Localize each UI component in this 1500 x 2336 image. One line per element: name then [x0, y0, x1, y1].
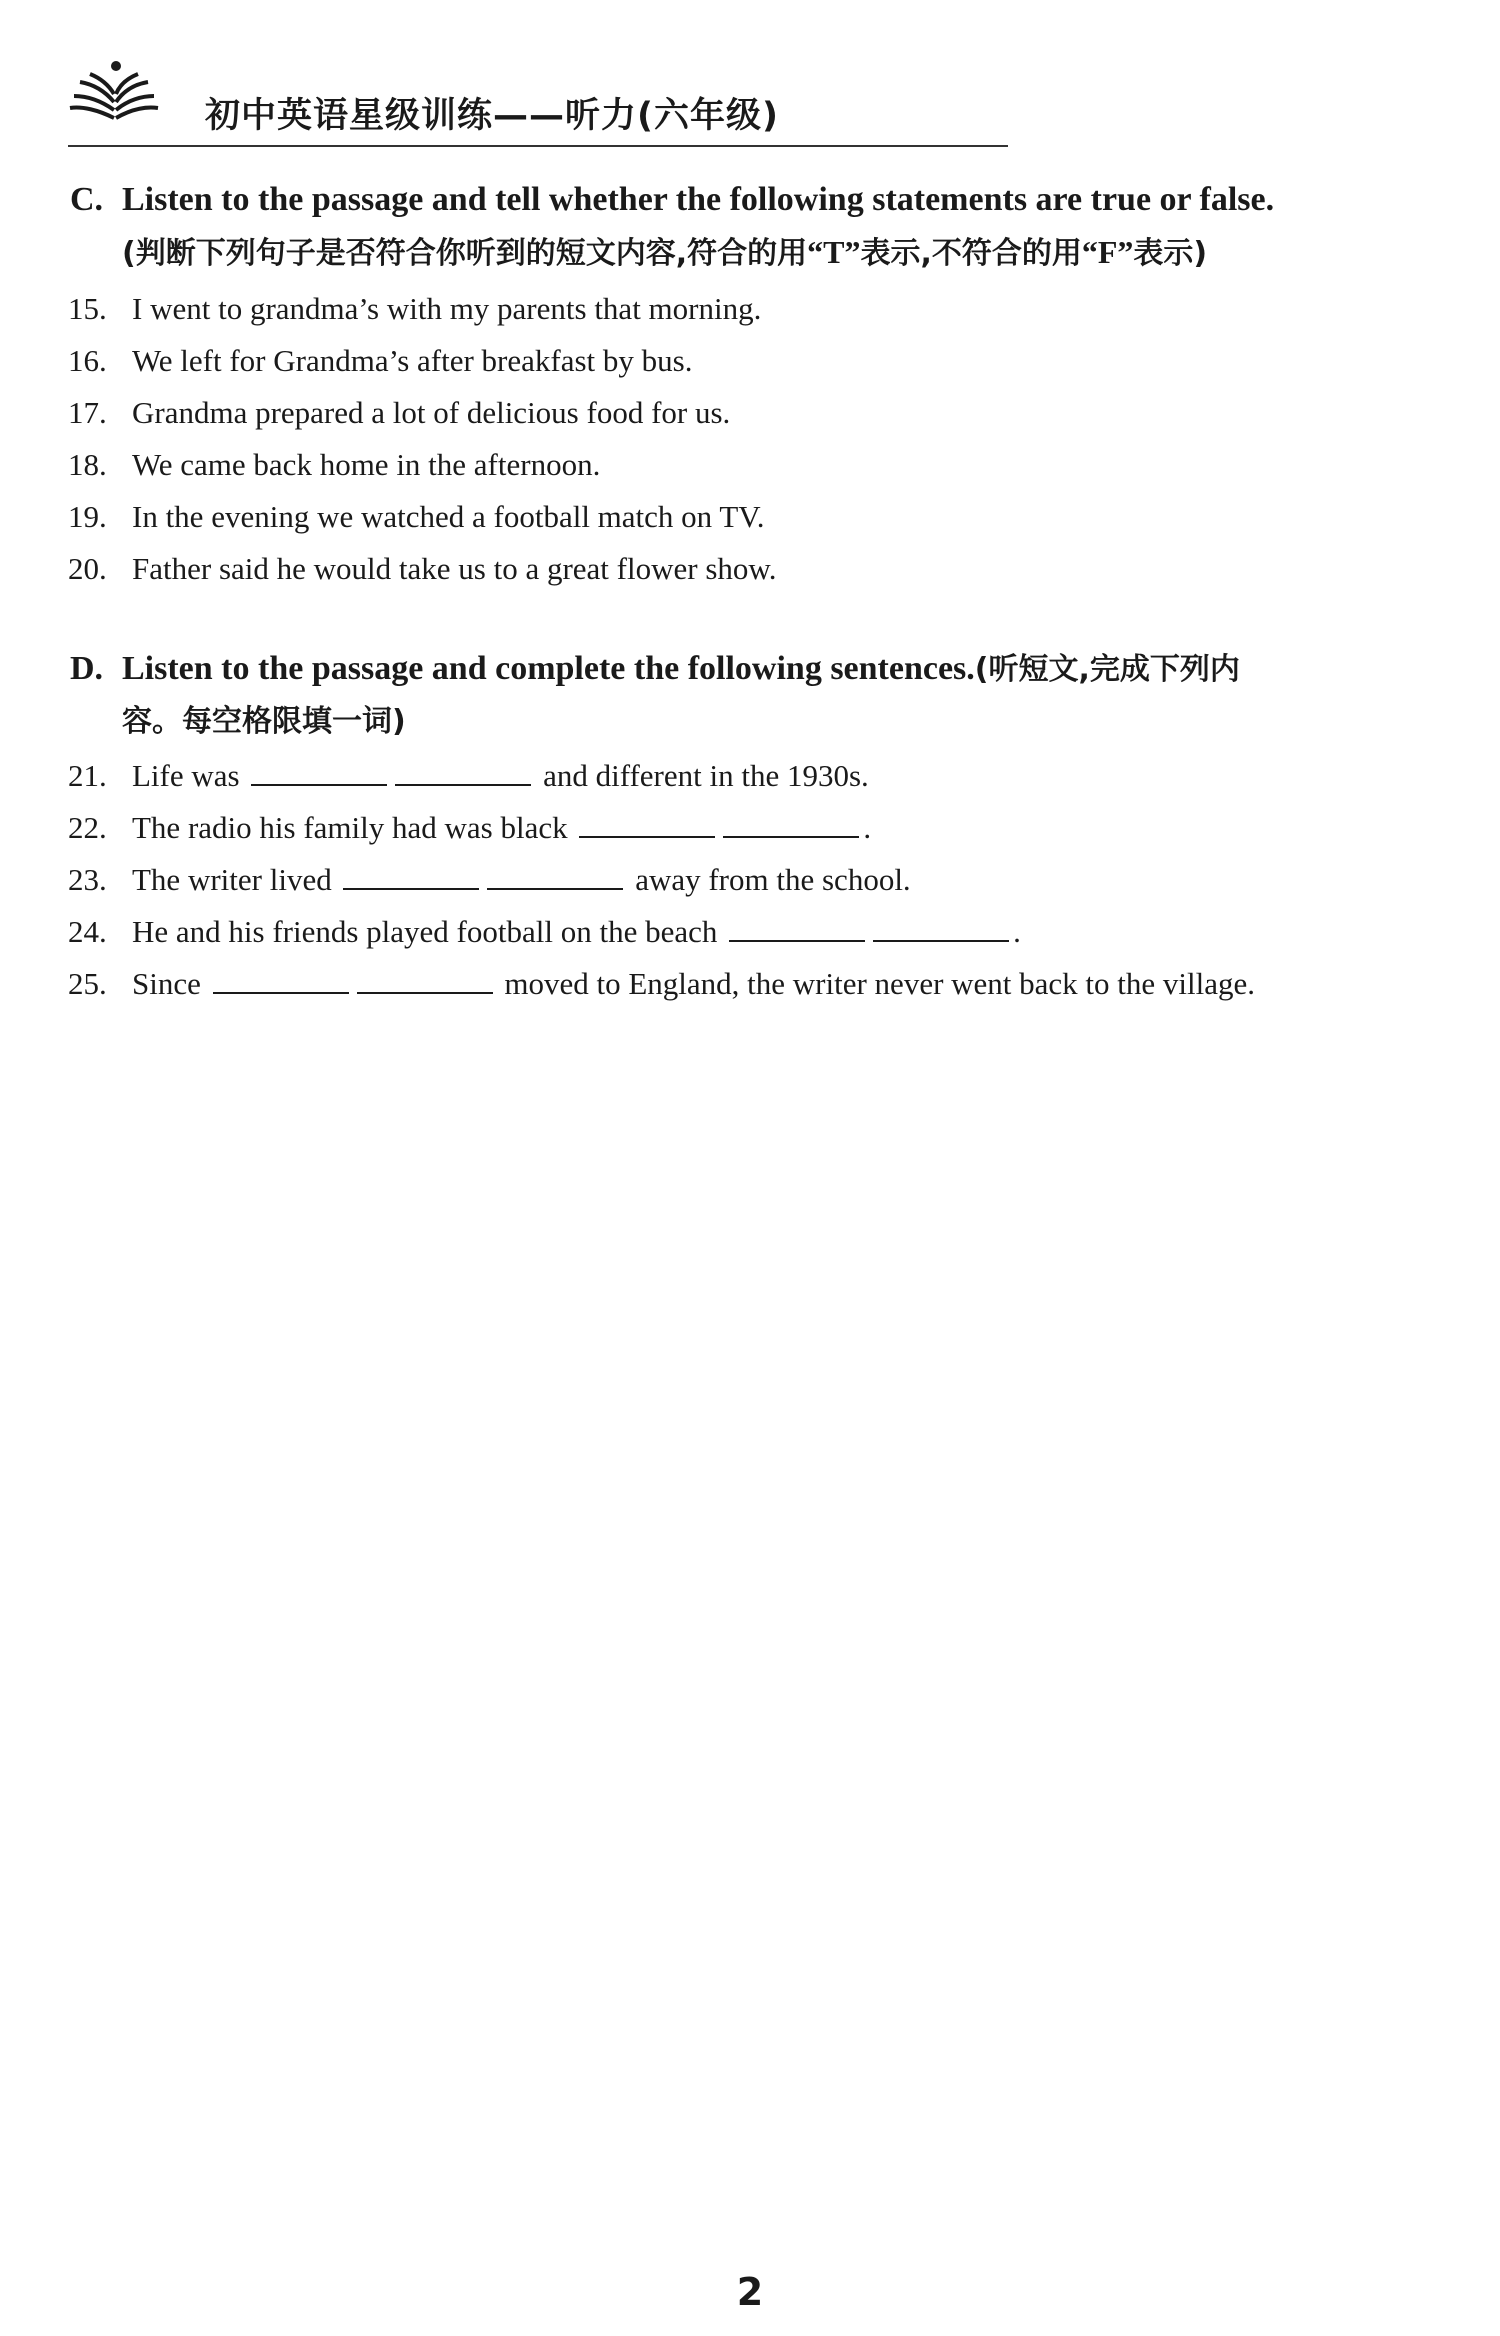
section-c-note [122, 229, 1207, 277]
answer-blank[interactable] [395, 756, 531, 786]
section-c-note-f: “F” [1081, 234, 1134, 270]
answer-blank[interactable] [873, 912, 1009, 942]
fill-in-item [68, 962, 1255, 1006]
statement-item [68, 547, 777, 591]
statement-item [68, 287, 761, 331]
item-text: I went to grandma’s with my parents that morning. [132, 291, 762, 326]
section-c-note-open: (判断下列句子是否符合你听到的短文内容,符合的用 [122, 236, 808, 271]
statement-item [68, 391, 730, 435]
item-text-before: The radio his family had was black [132, 810, 568, 845]
book-title: 初中英语星级训练——听力(六年级) [205, 96, 779, 136]
item-number: 23. [68, 862, 107, 897]
section-c-heading [70, 176, 1274, 224]
section-d-note-line1: (听短文,完成下列内 [974, 652, 1240, 687]
item-number: 17. [68, 395, 107, 430]
item-number: 16. [68, 343, 107, 378]
item-number: 20. [68, 551, 107, 586]
item-text-before: The writer lived [132, 862, 332, 897]
item-text: Father said he would take us to a great flower show. [132, 551, 777, 586]
item-text-before: Since [132, 966, 201, 1001]
item-text-after: and different in the 1930s. [543, 758, 869, 793]
answer-blank[interactable] [729, 912, 865, 942]
header-divider [68, 145, 1008, 147]
item-number: 22. [68, 810, 107, 845]
item-text-before: Life was [132, 758, 240, 793]
item-number: 21. [68, 758, 107, 793]
item-text: In the evening we watched a football match on TV. [132, 499, 765, 534]
page-number: 2 [736, 2270, 764, 2314]
item-number: 19. [68, 499, 107, 534]
answer-blank[interactable] [343, 860, 479, 890]
item-text-after: away from the school. [635, 862, 911, 897]
item-number: 25. [68, 966, 107, 1001]
answer-blank[interactable] [487, 860, 623, 890]
statement-item [68, 495, 764, 539]
section-c-letter: C. [70, 181, 104, 218]
item-number: 15. [68, 291, 107, 326]
statement-item [68, 443, 600, 487]
item-text: We left for Grandma’s after breakfast by bus. [132, 343, 693, 378]
fill-in-item [68, 910, 1021, 954]
fill-in-item [68, 858, 911, 902]
section-c-note-t: “T” [807, 234, 861, 270]
item-number: 18. [68, 447, 107, 482]
item-text-after: . [1013, 914, 1021, 949]
section-c-note-close: 表示) [1133, 236, 1208, 271]
item-text: Grandma prepared a lot of delicious food for us. [132, 395, 731, 430]
item-text-after: moved to England, the writer never went back to the village. [504, 966, 1256, 1001]
section-c-instruction: Listen to the passage and tell whether the following statements are true or false. [122, 181, 1275, 218]
section-d-heading [70, 645, 1240, 694]
section-d-note: 容。每空格限填一词) [122, 704, 406, 739]
fill-in-item [68, 806, 871, 850]
section-c-note-mid: 表示,不符合的用 [860, 236, 1082, 271]
section-d-letter: D. [70, 650, 104, 687]
section-d-instruction: Listen to the passage and complete the following sentences. [122, 650, 975, 687]
answer-blank[interactable] [213, 964, 349, 994]
statement-item [68, 339, 692, 383]
item-number: 24. [68, 914, 107, 949]
answer-blank[interactable] [723, 808, 859, 838]
answer-blank[interactable] [357, 964, 493, 994]
item-text-before: He and his friends played football on the beach [132, 914, 718, 949]
fill-in-item [68, 754, 869, 798]
book-fan-logo-icon [68, 58, 160, 124]
answer-blank[interactable] [579, 808, 715, 838]
answer-blank[interactable] [251, 756, 387, 786]
item-text-after: . [863, 810, 872, 845]
item-text: We came back home in the afternoon. [132, 447, 601, 482]
